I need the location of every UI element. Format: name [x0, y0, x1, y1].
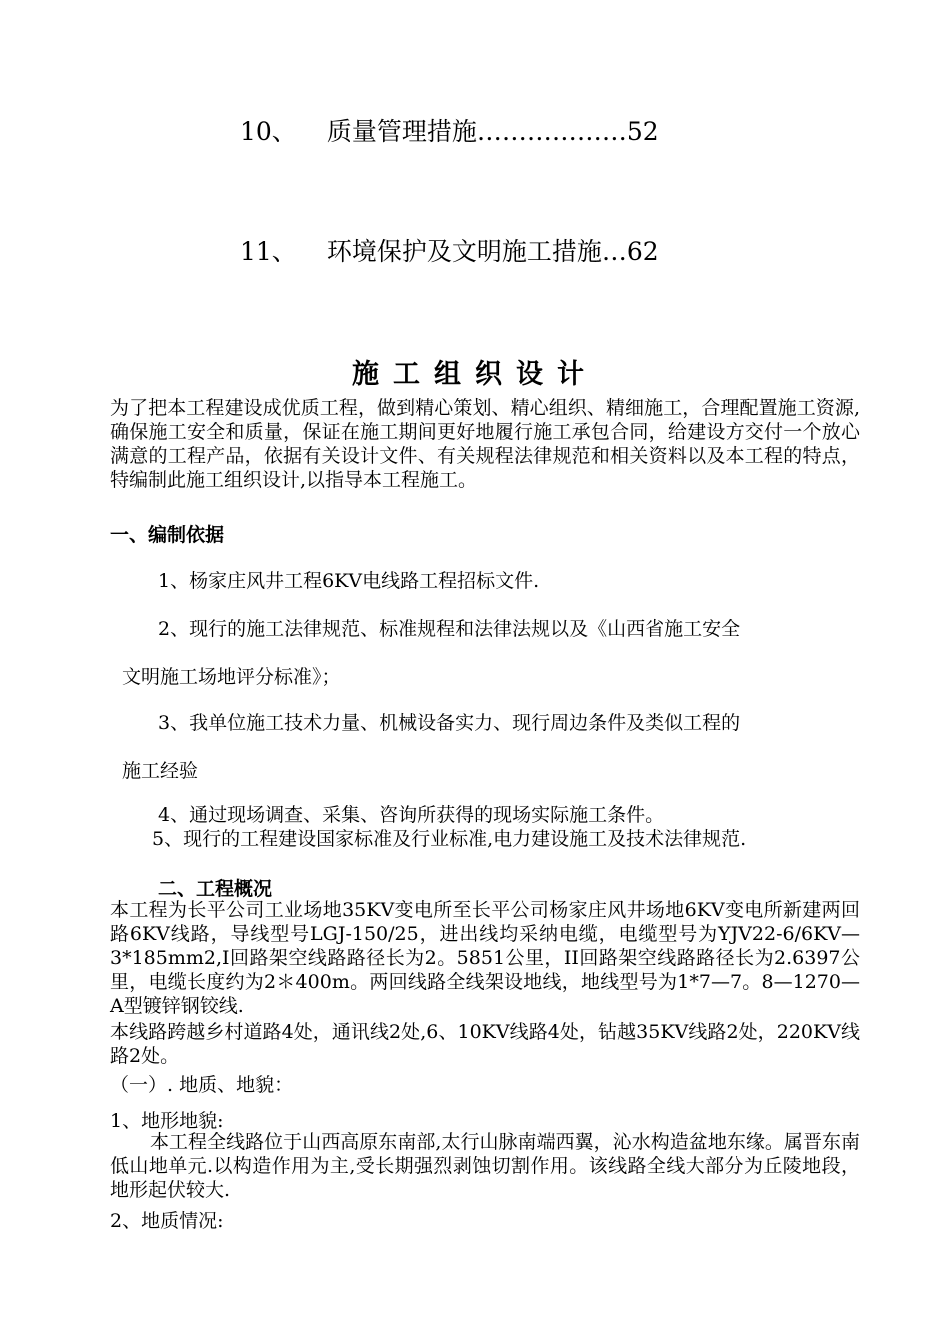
toc-label: 环境保护及文明施工措施…62: [326, 237, 659, 266]
crossing-paragraph: 本线路跨越乡村道路4处，通讯线2处,6、10KV线路4处，钻越35KV线路2处，220KV线路2处。: [110, 1021, 860, 1067]
terrain-paragraph: 本工程全线路位于山西高原东南部,太行山脉南端西翼，沁水构造盆地东缘。属晋东南低山地单元.以构造作用为主,受长期强烈剥蚀切割作用。该线路全线大部分为丘陵地段，地形起伏较大.: [110, 1131, 860, 1201]
toc-entry-11: [240, 232, 659, 268]
document-title: 施工组织设计: [352, 359, 598, 390]
geology-label: 2、地质情况:: [110, 1210, 224, 1232]
basis-item-2: 2、现行的施工法律规范、标准规程和法律法规以及《山西省施工安全: [158, 618, 741, 640]
subsection-geology-heading: （一）. 地质、地貌：: [110, 1074, 294, 1096]
basis-item-3: 3、我单位施工技术力量、机械设备实力、现行周边条件及类似工程的: [158, 712, 741, 734]
basis-item-3-cont: 施工经验: [122, 760, 199, 782]
intro-paragraph: 为了把本工程建设成优质工程，做到精心策划、精心组织、精细施工，合理配置施工资源,确保施工安全和质量，保证在施工期间更好地履行施工承包合同，给建设方交付一个放心满意的工程产品，依据有关设计文件、有关规程法律规范和相关资料以及本工程的特点，特编制此施工组织设计,以指导本工程施工。: [110, 397, 860, 491]
section2-heading: 二、工程概况: [158, 878, 273, 900]
basis-item-2-cont: 文明施工场地评分标准》；: [122, 666, 341, 688]
toc-entry-10: [240, 112, 659, 148]
basis-item-4: 4、通过现场调查、采集、咨询所获得的现场实际施工条件。: [158, 804, 665, 826]
section1-heading: 一、编制依据: [110, 524, 225, 546]
overview-paragraph: 本工程为长平公司工业场地35KV变电所至长平公司杨家庄风井场地6KV变电所新建两回路6KV线路，导线型号LGJ-150/25，进出线均采纳电缆，电缆型号为YJV22-6/6KV—3*185mm2,I回路架空线路路径长为2。5851公里，II回路架空线路路径长为2.6397公里，电缆长度约为2＊400m。两回线路全线架设地线，地线型号为1*7—7。8—1270—A型镀锌钢铰线.: [110, 899, 860, 1017]
terrain-label: 1、地形地貌:: [110, 1110, 224, 1132]
basis-item-1: 1、杨家庄风井工程6KV电线路工程招标文件.: [158, 570, 540, 592]
basis-item-5: 5、现行的工程建设国家标准及行业标准,电力建设施工及技术法律规范.: [152, 828, 747, 850]
toc-label: 质量管理措施………………52: [326, 117, 659, 146]
toc-number: 10、: [240, 117, 297, 146]
toc-number: 11、: [240, 237, 297, 266]
